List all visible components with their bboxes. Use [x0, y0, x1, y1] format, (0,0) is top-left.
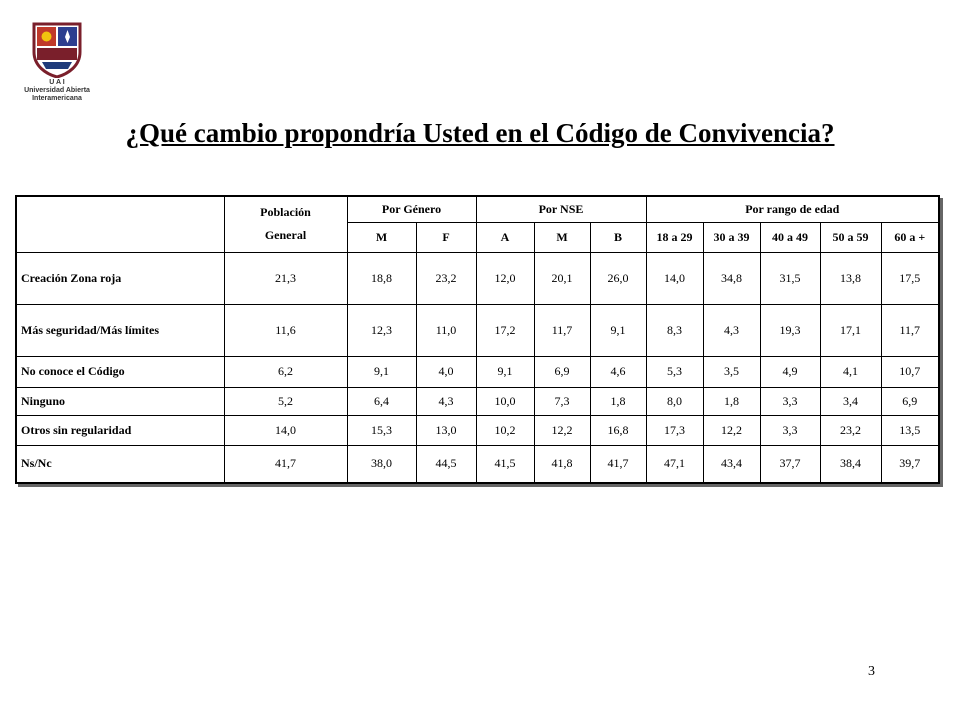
table-cell: 14,0 — [646, 252, 703, 304]
page-number: 3 — [868, 664, 875, 679]
table-cell: 6,9 — [881, 387, 939, 415]
table-cell: 9,1 — [590, 304, 646, 356]
subheader-nse-m: M — [534, 222, 590, 252]
table-cell: 4,3 — [416, 387, 476, 415]
table-cell: 4,3 — [703, 304, 760, 356]
row-label: Ninguno — [16, 387, 224, 415]
subheader-edad-60-mas: 60 a + — [881, 222, 939, 252]
table-row — [16, 415, 939, 445]
table-cell: 6,2 — [224, 356, 347, 387]
table-cell: 10,0 — [476, 387, 534, 415]
table-cell: 12,3 — [347, 304, 416, 356]
header-poblacion: Población — [260, 205, 311, 220]
table-cell: 41,5 — [476, 445, 534, 483]
table-cell: 12,2 — [703, 415, 760, 445]
table-cell: 4,6 — [590, 356, 646, 387]
table-cell: 3,3 — [760, 415, 820, 445]
results-table — [15, 195, 940, 484]
table-cell: 15,3 — [347, 415, 416, 445]
row-label: Ns/Nc — [16, 445, 224, 483]
table-cell: 37,7 — [760, 445, 820, 483]
table-cell: 13,8 — [820, 252, 881, 304]
table-cell: 19,3 — [760, 304, 820, 356]
table-cell: 31,5 — [760, 252, 820, 304]
table-cell: 41,7 — [590, 445, 646, 483]
table-cell: 44,5 — [416, 445, 476, 483]
table-cell: 17,2 — [476, 304, 534, 356]
logo-text-line1: Universidad Abierta — [24, 87, 90, 94]
table-cell: 16,8 — [590, 415, 646, 445]
table-cell: 7,3 — [534, 387, 590, 415]
row-label: Más seguridad/Más límites — [16, 304, 224, 356]
table-cell: 13,5 — [881, 415, 939, 445]
table-row — [16, 387, 939, 415]
logo-letters: U A I — [49, 79, 65, 86]
row-label: No conoce el Código — [16, 356, 224, 387]
table-cell: 10,7 — [881, 356, 939, 387]
header-general: General — [264, 228, 307, 243]
table-cell: 41,7 — [224, 445, 347, 483]
table-cell: 38,4 — [820, 445, 881, 483]
table-cell: 21,3 — [224, 252, 347, 304]
table-cell: 11,7 — [881, 304, 939, 356]
table-cell: 17,5 — [881, 252, 939, 304]
table-cell: 38,0 — [347, 445, 416, 483]
row-label: Otros sin regularidad — [16, 415, 224, 445]
table-cell: 1,8 — [703, 387, 760, 415]
table-cell: 3,5 — [703, 356, 760, 387]
table-cell: 39,7 — [881, 445, 939, 483]
table-row — [16, 356, 939, 387]
shield-crest-icon — [32, 22, 82, 78]
logo-text-line2: Interamericana — [32, 95, 82, 102]
table-cell: 8,3 — [646, 304, 703, 356]
table-cell: 18,8 — [347, 252, 416, 304]
table-row — [16, 445, 939, 483]
table-cell: 6,9 — [534, 356, 590, 387]
table-cell: 13,0 — [416, 415, 476, 445]
table-cell: 17,1 — [820, 304, 881, 356]
university-logo — [18, 22, 96, 104]
table-row — [16, 304, 939, 356]
table-cell: 9,1 — [347, 356, 416, 387]
header-poblacion-general — [224, 196, 347, 252]
table-cell: 5,2 — [224, 387, 347, 415]
table-cell: 14,0 — [224, 415, 347, 445]
table-cell: 4,1 — [820, 356, 881, 387]
table-cell: 12,2 — [534, 415, 590, 445]
table-cell: 10,2 — [476, 415, 534, 445]
subheader-nse-a: A — [476, 222, 534, 252]
table-cell: 26,0 — [590, 252, 646, 304]
subheader-genero-m: M — [347, 222, 416, 252]
subheader-edad-50-59: 50 a 59 — [820, 222, 881, 252]
table-cell: 47,1 — [646, 445, 703, 483]
table-cell: 20,1 — [534, 252, 590, 304]
page-title: ¿Qué cambio propondría Usted en el Código de Convivencia? — [125, 118, 835, 148]
table-cell: 17,3 — [646, 415, 703, 445]
table-cell: 3,3 — [760, 387, 820, 415]
table-cell: 9,1 — [476, 356, 534, 387]
table-cell: 4,0 — [416, 356, 476, 387]
header-por-rango-edad: Por rango de edad — [646, 196, 939, 222]
table-cell: 43,4 — [703, 445, 760, 483]
table-cell: 1,8 — [590, 387, 646, 415]
table-cell: 3,4 — [820, 387, 881, 415]
table-cell: 12,0 — [476, 252, 534, 304]
table-cell: 8,0 — [646, 387, 703, 415]
row-label: Creación Zona roja — [16, 252, 224, 304]
table-cell: 11,6 — [224, 304, 347, 356]
table-cell: 11,0 — [416, 304, 476, 356]
subheader-genero-f: F — [416, 222, 476, 252]
subheader-nse-b: B — [590, 222, 646, 252]
subheader-edad-30-39: 30 a 39 — [703, 222, 760, 252]
table-cell: 23,2 — [416, 252, 476, 304]
table-cell: 5,3 — [646, 356, 703, 387]
table-cell: 6,4 — [347, 387, 416, 415]
table-cell: 4,9 — [760, 356, 820, 387]
header-por-nse: Por NSE — [476, 196, 646, 222]
table-cell: 41,8 — [534, 445, 590, 483]
header-por-genero: Por Género — [347, 196, 476, 222]
table-cell: 11,7 — [534, 304, 590, 356]
table-cell: 23,2 — [820, 415, 881, 445]
table-corner-cell — [16, 196, 224, 252]
table-cell: 34,8 — [703, 252, 760, 304]
table-row — [16, 252, 939, 304]
subheader-edad-18-29: 18 a 29 — [646, 222, 703, 252]
subheader-edad-40-49: 40 a 49 — [760, 222, 820, 252]
